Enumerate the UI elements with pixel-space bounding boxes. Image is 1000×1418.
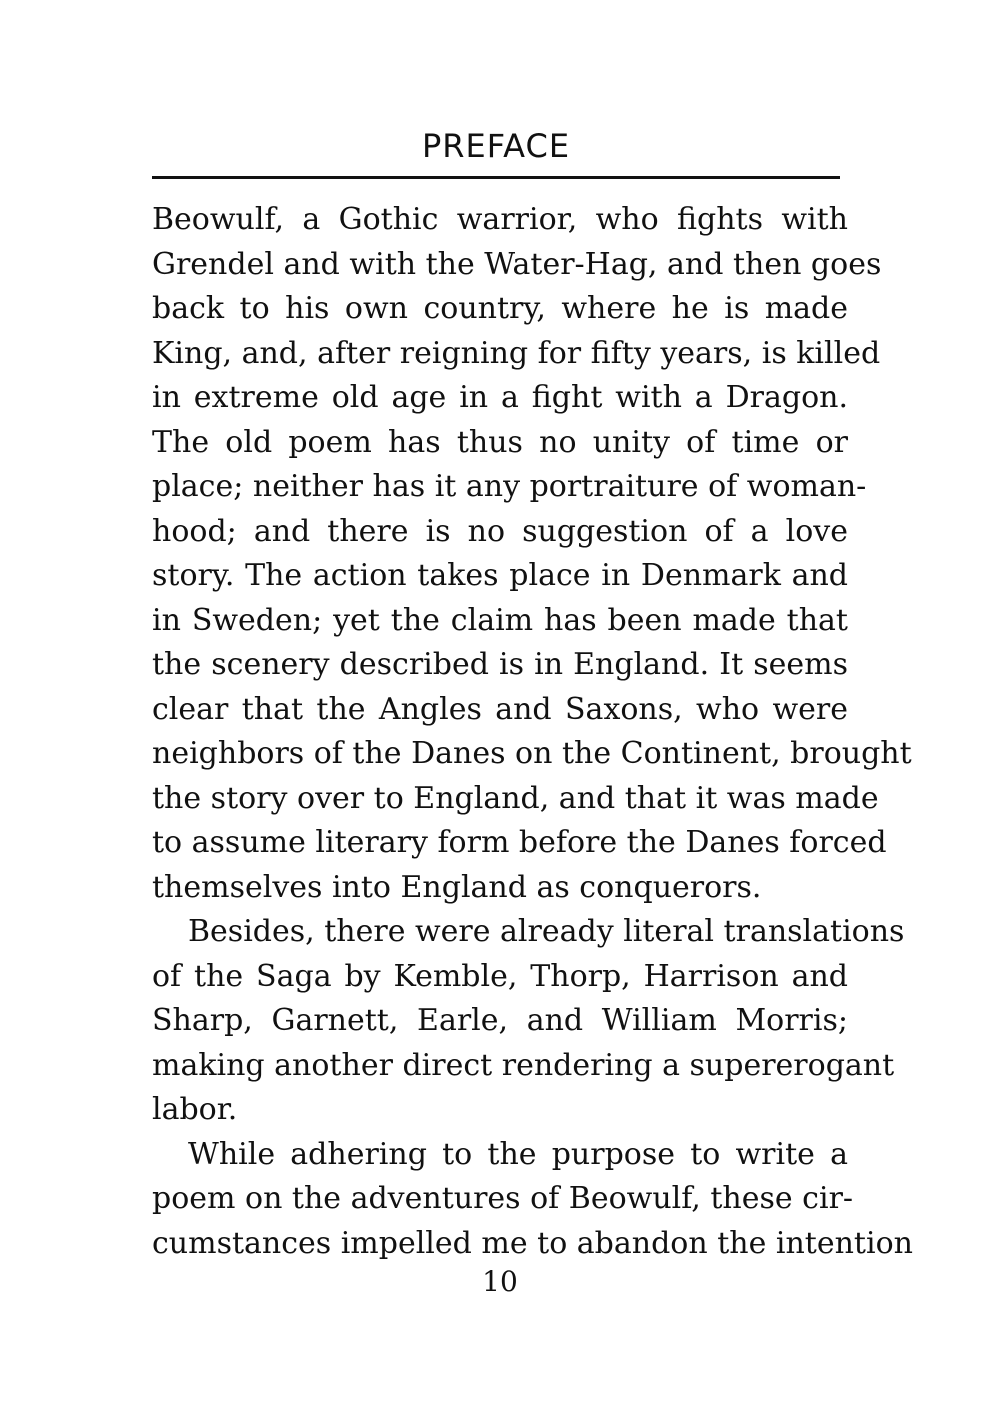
text-line: place; neither has it any portraiture of woman-	[152, 469, 867, 504]
text-line: clear that the Angles and Saxons, who were	[152, 691, 848, 727]
text-line: in extreme old age in a fight with a Dragon.	[152, 380, 848, 415]
text-line: making another direct rendering a supererogant	[152, 1047, 895, 1083]
text-line: poem on the adventures of Beowulf, these cir-	[152, 1181, 854, 1216]
text-line: While adhering to the purpose to write a	[188, 1136, 848, 1172]
text-line: to assume literary form before the Danes forced	[152, 825, 887, 860]
text-line: of the Saga by Kemble, Thorp, Harrison and	[152, 958, 848, 994]
text-line: Grendel and with the Water-Hag, and then goes	[152, 246, 882, 282]
text-line: The old poem has thus no unity of time or	[152, 424, 848, 460]
running-header: PREFACE	[421, 127, 571, 165]
text-line: themselves into England as conquerors.	[152, 869, 762, 905]
text-line: Besides, there were already literal translations	[188, 914, 905, 949]
text-line: in Sweden; yet the claim has been made that	[152, 602, 848, 638]
text-line: Beowulf, a Gothic warrior, who fights with	[152, 202, 848, 237]
page-number: 10	[482, 1265, 518, 1298]
text-line: Sharp, Garnett, Earle, and William Morris;	[152, 1003, 848, 1038]
text-line: back to his own country, where he is made	[152, 291, 848, 326]
text-line: neighbors of the Danes on the Continent, brought	[152, 736, 912, 771]
text-line: King, and, after reigning for fifty years, is killed	[152, 335, 881, 371]
text-line: story. The action takes place in Denmark and	[152, 558, 848, 593]
body-text	[152, 198, 913, 1266]
text-line: labor.	[152, 1092, 238, 1127]
text-line: the story over to England, and that it was made	[152, 780, 879, 816]
header-rule	[152, 176, 840, 179]
text-line: cumstances impelled me to abandon the intention	[152, 1225, 913, 1261]
text-line: hood; and there is no suggestion of a love	[152, 513, 848, 549]
text-line: the scenery described is in England. It seems	[152, 647, 848, 682]
